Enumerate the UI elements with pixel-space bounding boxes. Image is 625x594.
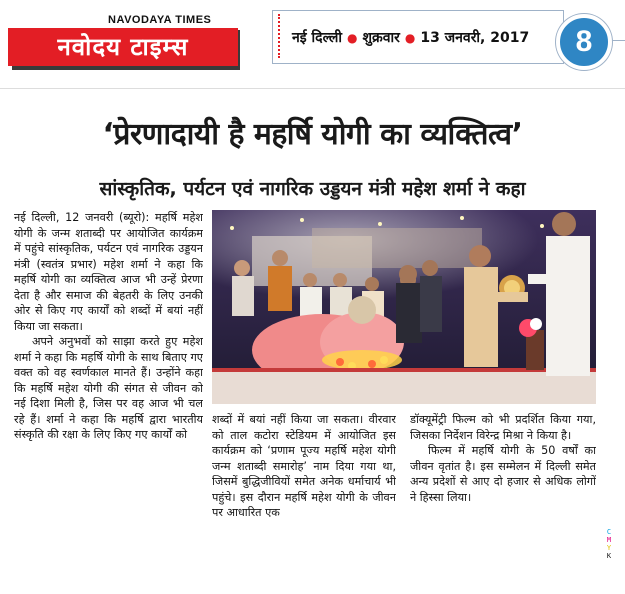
article-column-2	[212, 412, 396, 582]
hindi-masthead: नवोदय टाइम्स	[57, 33, 189, 61]
page-number-badge: 8	[556, 14, 612, 70]
article-column-1	[14, 210, 203, 582]
subheadline: सांस्कृतिक, पर्यटन एवं नागरिक उड्डयन मंत्री महेश शर्मा ने कहा	[99, 178, 526, 200]
cmyk-registration-marks	[604, 528, 614, 560]
cmyk-m: M	[606, 536, 612, 544]
dateline	[292, 28, 554, 47]
masthead	[0, 0, 625, 86]
bullet-icon: ●	[404, 31, 416, 45]
paragraph: नई दिल्ली, 12 जनवरी (ब्यूरो): महर्षि महेश योगी के जन्म शताब्दी पर आयोजित कार्यक्रम में पहुंचे सांस्कृतिक, पर्यटन एवं नागरिक उड्डयन मंत्री (स्वतंत्र प्रभार) महेश शर्मा ने कहा कि महर्षि योगी का व्यक्तित्व आज भी उन्हें प्रेरणा देता है और समाज की बेहतरी के लिए उनकी ओर से किए गए कार्यों को शब्दों में बयां नहीं किया जा सकता।	[14, 211, 203, 333]
dateline-date: 13 जनवरी, 2017	[420, 30, 530, 46]
cmyk-y: Y	[606, 544, 612, 552]
headline: ‘प्रेरणादायी है महर्षि योगी का व्यक्तित्व’	[102, 117, 523, 152]
paragraph: शब्दों में बयां नहीं किया जा सकता। वीरवार को ताल कटोरा स्टेडियम में आयोजित इस कार्यक्रम को ‘प्रणाम पूज्य महर्षि महेश योगी जन्म शताब्दी समारोह’ नाम दिया गया था, जिसमें बुद्धिजीवियों समेत अनेक धर्माचार्य भी पहुंचे। इस दौरान महर्षि महेश योगी के जीवन पर आधारित एक	[212, 413, 396, 519]
cmyk-c: C	[606, 528, 612, 536]
event-photo	[212, 210, 596, 404]
dateline-day: शुक्रवार	[362, 30, 400, 46]
dateline-city: नई दिल्ली	[292, 30, 343, 46]
event-photo-illustration	[212, 210, 596, 404]
paragraph: डॉक्यूमेंट्री फिल्म को भी प्रदर्शित किया गया, जिसका निर्देशन विरेन्द्र मिश्रा ने किया है।	[410, 413, 596, 442]
english-masthead: NAVODAYA TIMES	[108, 14, 212, 26]
article-column-3	[410, 412, 596, 582]
paragraph: फिल्म में महर्षि योगी के 50 वर्षों का जीवन वृतांत है। इस सम्मेलन में दिल्ली समेत अन्य प्रदेशों से आए दो हजार से अधिक लोगों ने हिस्सा लिया।	[410, 444, 596, 504]
cmyk-k: K	[606, 552, 612, 560]
newspaper-logo	[8, 14, 240, 68]
paragraph: अपने अनुभवों को साझा करते हुए महेश शर्मा ने कहा कि महर्षि योगी के साथ बिताए गए वक्त को वह स्वर्णकाल मानते हैं। उन्होंने कहा कि महर्षि महेश योगी की संगत से जीवन को नई दिशा मिली है, जिस पर वह आज भी चल रहे हैं। शर्मा ने कहा कि महर्षि द्वारा भारतीय संस्कृति की रक्षा के लिए किए गए कार्यों को	[14, 335, 203, 441]
dateline-rule	[278, 14, 286, 58]
bullet-icon: ●	[347, 31, 358, 45]
